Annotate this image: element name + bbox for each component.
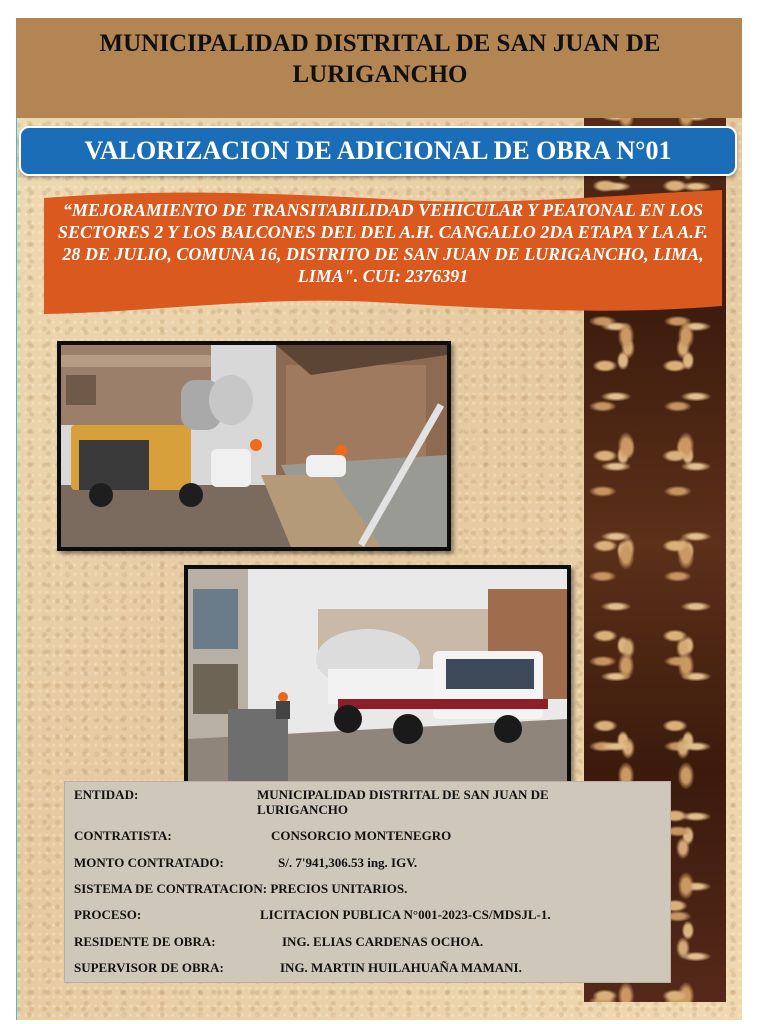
supervisor-label: SUPERVISOR DE OBRA: <box>74 960 224 975</box>
residente-value: ING. ELIAS CARDENAS OCHOA. <box>282 934 484 949</box>
proceso-label: PROCESO: <box>74 907 142 922</box>
sistema-contratacion: SISTEMA DE CONTRATACION: PRECIOS UNITARIOS. <box>74 881 408 896</box>
supervisor-value: ING. MARTIN HUILAHUAÑA MAMANI. <box>280 960 522 975</box>
contratista-label: CONTRATISTA: <box>74 828 172 843</box>
contratista-value: CONSORCIO MONTENEGRO <box>271 828 452 843</box>
entidad-value: MUNICIPALIDAD DISTRITAL DE SAN JUAN DE LURIGANCHO <box>257 787 549 817</box>
residente-label: RESIDENTE DE OBRA: <box>74 934 216 949</box>
document-title: VALORIZACION DE ADICIONAL DE OBRA N°01 <box>84 136 672 165</box>
proceso-value: LICITACION PUBLICA N°001-2023-CS/MDSJL-1. <box>260 907 551 922</box>
monto-label: MONTO CONTRATADO: <box>74 855 224 870</box>
construction-photo <box>57 341 451 551</box>
concrete-mixer-photo <box>184 565 571 791</box>
page-title: MUNICIPALIDAD DISTRITAL DE SAN JUAN DE LURIGANCHO <box>99 30 661 88</box>
construction-photo-icon <box>61 345 447 547</box>
project-description: “MEJORAMIENTO DE TRANSITABILIDAD VEHICULAR Y PEATONAL EN LOS SECTORES 2 Y LOS BALCONES DEL DEL A.H. CANGALLO 2DA ETAPA Y LA A.F. 28 DE JULIO, COMUNA 16, DISTRITO DE SAN JUAN DE LURIGANCHO, LIMA, LIMA". CUI: 2376391 <box>58 200 708 286</box>
concrete-mixer-truck-photo-icon <box>188 569 567 787</box>
page-edge-line <box>16 18 17 1020</box>
monto-value: S/. 7'941,306.53 ing. IGV. <box>278 855 418 870</box>
entidad-label: ENTIDAD: <box>74 787 139 802</box>
